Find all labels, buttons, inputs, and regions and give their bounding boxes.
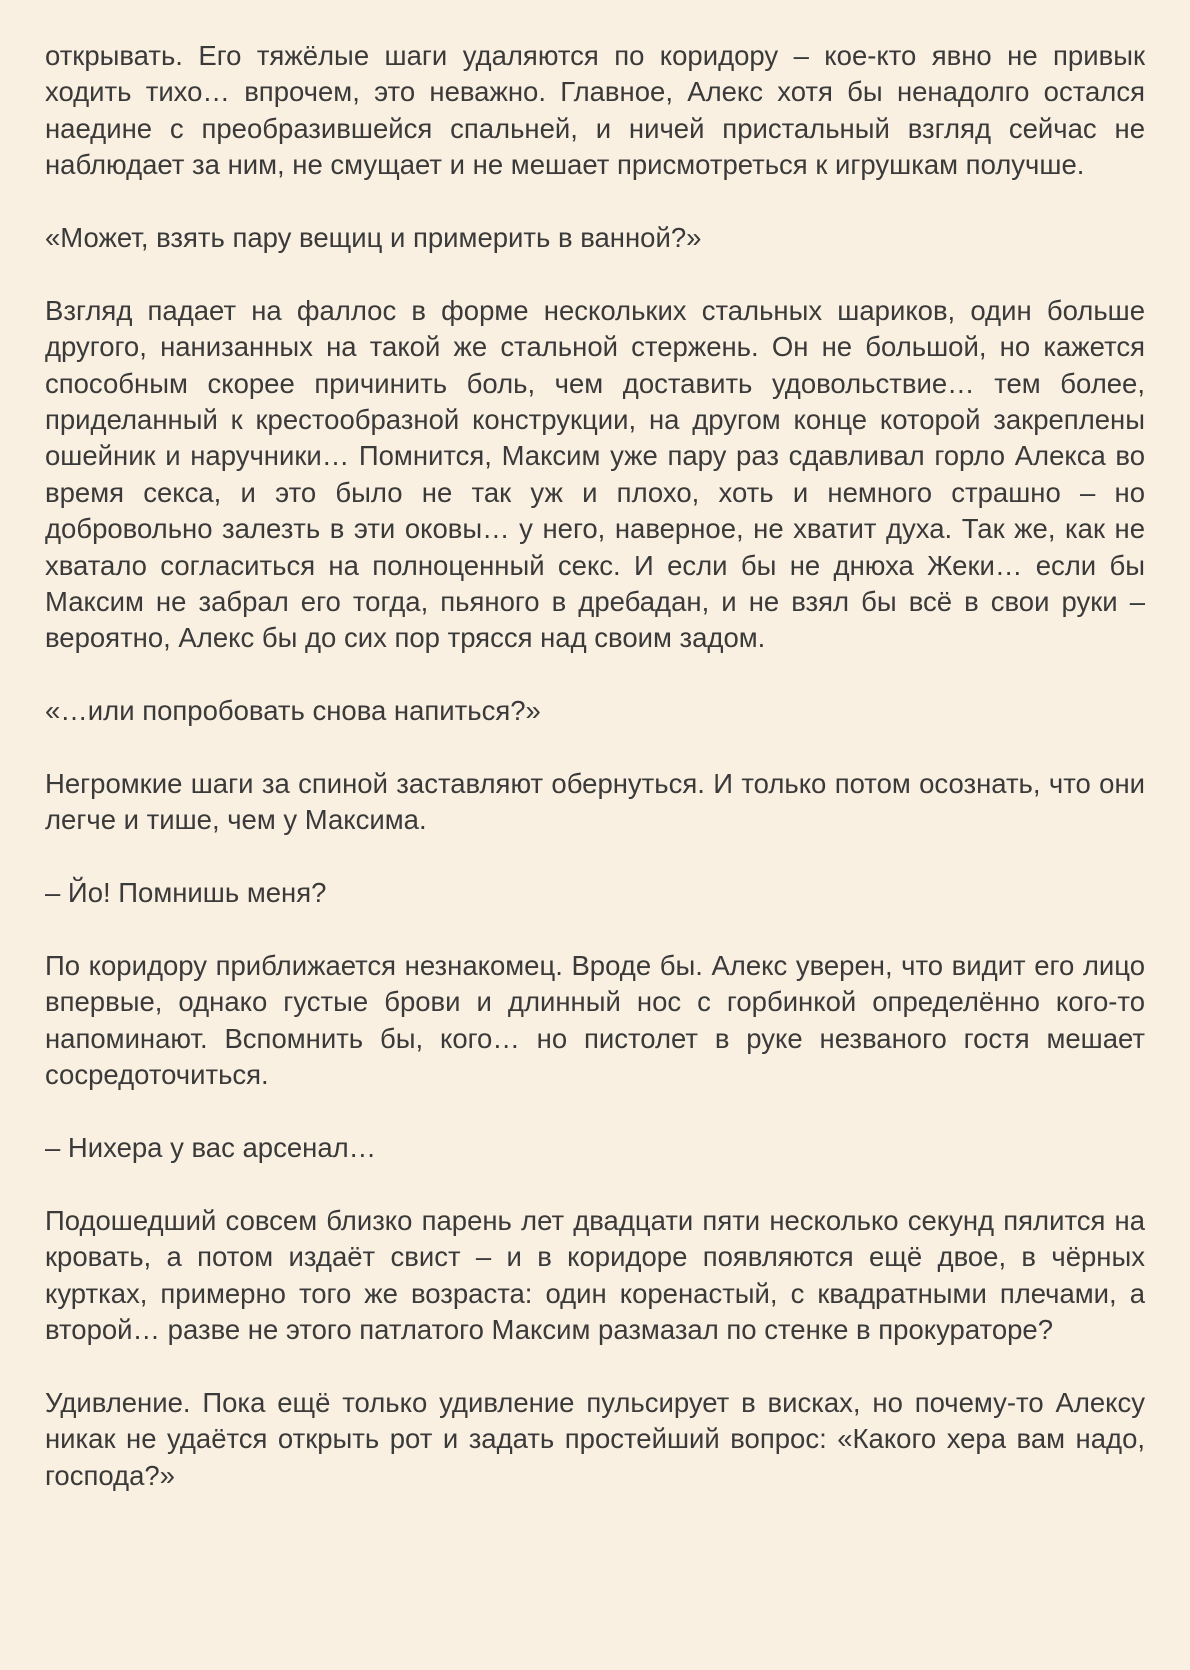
paragraph-10: Удивление. Пока ещё только удивление пульсирует в висках, но почему-то Алексу никак не удаётся открыть рот и задать простейший вопрос: «Какого хера вам надо, господа?» <box>45 1386 1145 1491</box>
paragraph-5: Негромкие шаги за спиной заставляют обернуться. И только потом осознать, что они легче и тише, чем у Максима. <box>45 768 1145 836</box>
paragraph-8: – Нихера у вас арсенал… <box>45 1132 377 1164</box>
paragraph-7: По коридору приближается незнакомец. Вроде бы. Алекс уверен, что видит его лицо впервые, однако густые брови и длинный нос с горбинкой определённо кого-то напоминают. Вспомнить бы, кого… но пистолет в руке незваного гостя мешает сосредоточиться. <box>45 950 1145 1091</box>
paragraph-4: «…или попробовать снова напиться?» <box>45 695 541 727</box>
paragraph-2: «Может, взять пару вещиц и примерить в ванной?» <box>45 222 702 254</box>
paragraph-6: – Йо! Помнишь меня? <box>45 877 327 909</box>
paragraph-3: Взгляд падает на фаллос в форме нескольких стальных шариков, один больше другого, нанизанных на такой же стальной стержень. Он не большой, но кажется способным скорее причинить боль, чем доставить удовольствие… тем более, приделанный к крестообразной конструкции, на другом конце которой закреплены ошейник и наручники… Помнится, Максим уже пару раз сдавливал горло Алекса во время секса, и это было не так уж и плохо, хоть и немного страшно – но добровольно залезть в эти оковы… у него, наверное, не хватит духа. Так же, как не хватало согласиться на полноценный секс. И если бы не днюха Жеки… если бы Максим не забрал его тогда, пьяного в дребадан, и не взял бы всё в свои руки – вероятно, Алекс бы до сих пор трясся над своим задом. <box>45 294 1145 654</box>
paragraph-9: Подошедший совсем близко парень лет двадцати пяти несколько секунд пялится на кровать, а потом издаёт свист – и в коридоре появляются ещё двое, в чёрных куртках, примерно того же возраста: один коренастый, с квадратными плечами, а второй… разве не этого патлатого Максим размазал по стенке в прокураторе? <box>45 1204 1145 1346</box>
paragraph-1: открывать. Его тяжёлые шаги удаляются по коридору – кое-кто явно не привык ходить тихо… впрочем, это неважно. Главное, Алекс хотя бы ненадолго остался наедине с преобразившейся спальней, и ничей пристальный взгляд сейчас не наблюдает за ним, не смущает и не мешает присмотреться к игрушкам получше. <box>45 40 1145 181</box>
